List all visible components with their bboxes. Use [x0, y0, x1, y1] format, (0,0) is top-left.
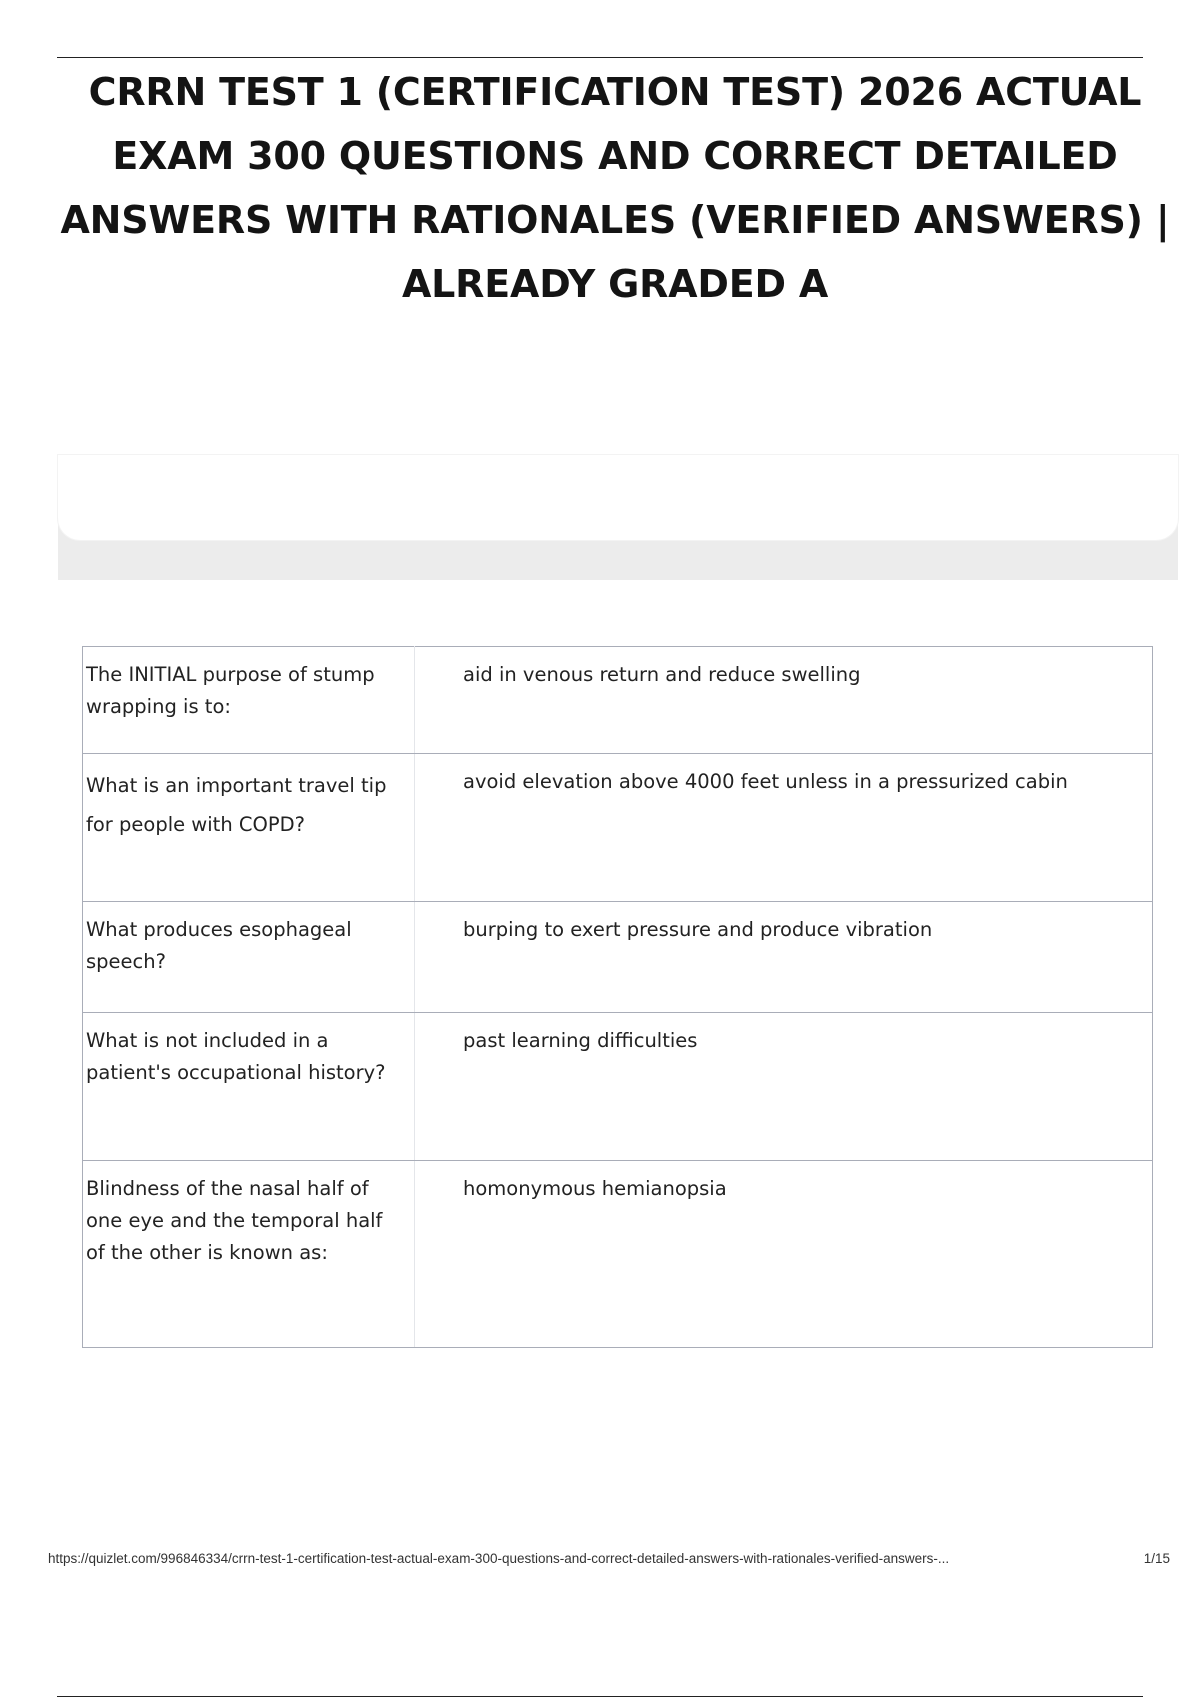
answer-cell — [415, 1013, 1153, 1161]
question-text: What produces esophageal speech? — [86, 918, 352, 973]
answer-text: burping to exert pressure and produce vibration — [463, 918, 933, 941]
question-text: What is an important travel tip for people with COPD? — [86, 774, 387, 836]
answer-cell — [415, 1161, 1153, 1348]
question-cell — [83, 902, 415, 1013]
table-row — [83, 754, 1153, 902]
answer-cell — [415, 647, 1153, 754]
table-row — [83, 1013, 1153, 1161]
table-row — [83, 647, 1153, 754]
question-cell — [83, 754, 415, 902]
source-url-link[interactable]: https://quizlet.com/996846334/crrn-test-1-certification-test-actual-exam-300-questions-and-correct-detailed-answers-with-rationales-verified-answers-... — [48, 1551, 950, 1566]
answer-text: avoid elevation above 4000 feet unless in a pressurized cabin — [463, 770, 1068, 793]
table-row — [83, 1161, 1153, 1348]
answer-cell — [415, 902, 1153, 1013]
question-text: The INITIAL purpose of stump wrapping is to: — [86, 663, 375, 718]
document-title: CRRN TEST 1 (CERTIFICATION TEST) 2026 ACTUAL EXAM 300 QUESTIONS AND CORRECT DETAILED ANSWERS WITH RATIONALES (VERIFIED ANSWERS) | ALREADY GRADED A — [60, 70, 1170, 306]
question-cell — [83, 647, 415, 754]
answer-text: aid in venous return and reduce swelling — [463, 663, 861, 686]
banner-card — [58, 455, 1178, 540]
question-cell — [83, 1013, 415, 1161]
page-number: 1/15 — [1143, 1551, 1170, 1566]
banner-panel — [58, 455, 1178, 580]
flashcard-table — [82, 646, 1153, 1348]
answer-cell — [415, 754, 1153, 902]
answer-text: past learning difficulties — [463, 1029, 698, 1052]
answer-text: homonymous hemianopsia — [463, 1177, 727, 1200]
question-cell — [83, 1161, 415, 1348]
table-row — [83, 902, 1153, 1013]
question-text: What is not included in a patient's occupational history? — [86, 1029, 386, 1084]
bottom-rule — [57, 1696, 1143, 1697]
top-rule — [57, 57, 1143, 58]
question-text: Blindness of the nasal half of one eye and the temporal half of the other is known as: — [86, 1177, 383, 1264]
